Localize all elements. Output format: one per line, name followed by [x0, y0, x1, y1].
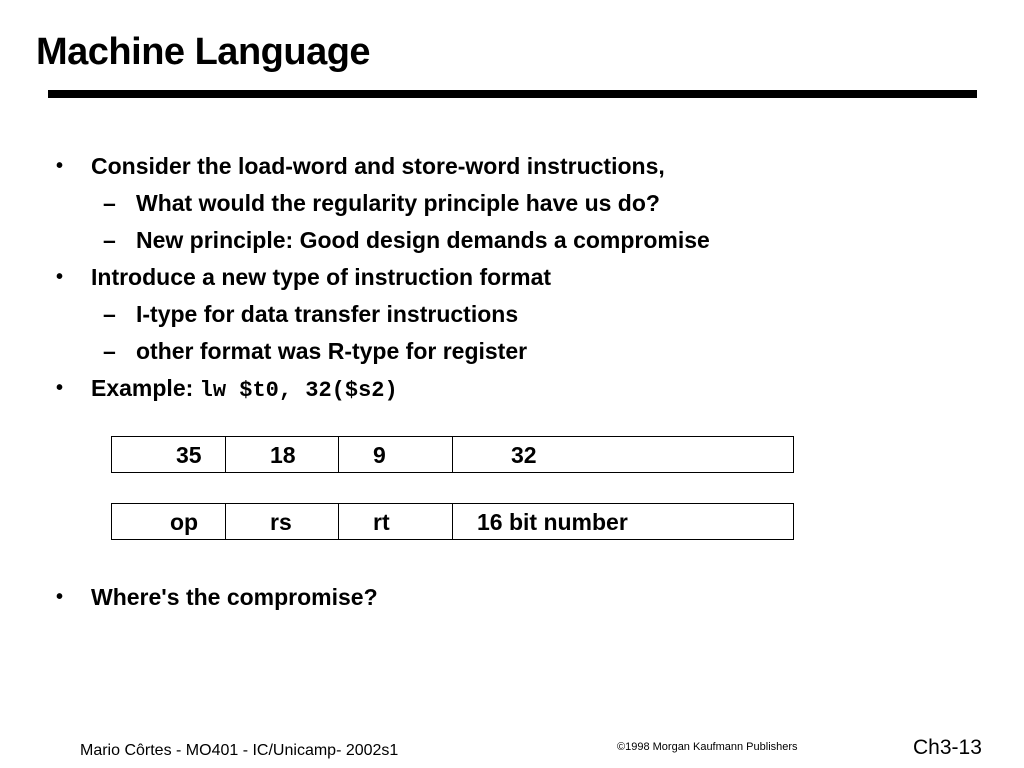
sub-bullet-regularity-principle: What would the regularity principle have us do? — [136, 190, 660, 216]
example-label: Example: — [91, 375, 200, 401]
value-cell-immediate — [453, 437, 791, 472]
bullet-dot: • — [56, 586, 64, 608]
value-rs: 18 — [270, 442, 296, 468]
value-cell-op — [112, 437, 226, 472]
sub-bullet-dash: – — [103, 227, 116, 253]
bullet-where-compromise: Where's the compromise? — [91, 584, 378, 610]
value-rt: 9 — [373, 442, 386, 468]
bullet-example — [91, 374, 398, 405]
instruction-values-row — [111, 436, 794, 473]
field-cell-immediate — [453, 504, 791, 539]
title-underline — [48, 90, 977, 98]
value-cell-rt — [339, 437, 453, 472]
bullet-new-instruction-format: Introduce a new type of instruction format — [91, 264, 552, 290]
sub-bullet-i-type: I-type for data transfer instructions — [136, 301, 519, 327]
sub-bullet-dash: – — [103, 301, 116, 327]
sub-bullet-dash: – — [103, 338, 116, 364]
slide-title: Machine Language — [36, 31, 371, 73]
sub-bullet-r-type: other format was R-type for register — [136, 338, 528, 364]
bullet-dot: • — [56, 155, 64, 177]
sub-bullet-new-principle: New principle: Good design demands a compromise — [136, 227, 710, 253]
instruction-fields-row — [111, 503, 794, 540]
footer-slide-number: Ch3-13 — [913, 736, 982, 759]
field-op: op — [170, 509, 199, 535]
example-code: lw $t0, 32($s2) — [199, 378, 398, 403]
footer-author: Mario Côrtes - MO401 - IC/Unicamp- 2002s1 — [80, 742, 399, 759]
bullet-consider-load-store: Consider the load-word and store-word instructions, — [91, 153, 665, 179]
value-cell-rs — [226, 437, 339, 472]
field-immediate: 16 bit number — [477, 509, 628, 535]
bullet-dot: • — [56, 266, 64, 288]
field-cell-rt — [339, 504, 453, 539]
field-rs: rs — [270, 509, 292, 535]
field-rt: rt — [373, 509, 390, 535]
value-op: 35 — [176, 442, 202, 468]
field-cell-rs — [226, 504, 339, 539]
value-immediate: 32 — [511, 442, 537, 468]
sub-bullet-dash: – — [103, 190, 116, 216]
bullet-dot: • — [56, 377, 64, 399]
field-cell-op — [112, 504, 226, 539]
footer-copyright: ©1998 Morgan Kaufmann Publishers — [617, 741, 798, 753]
